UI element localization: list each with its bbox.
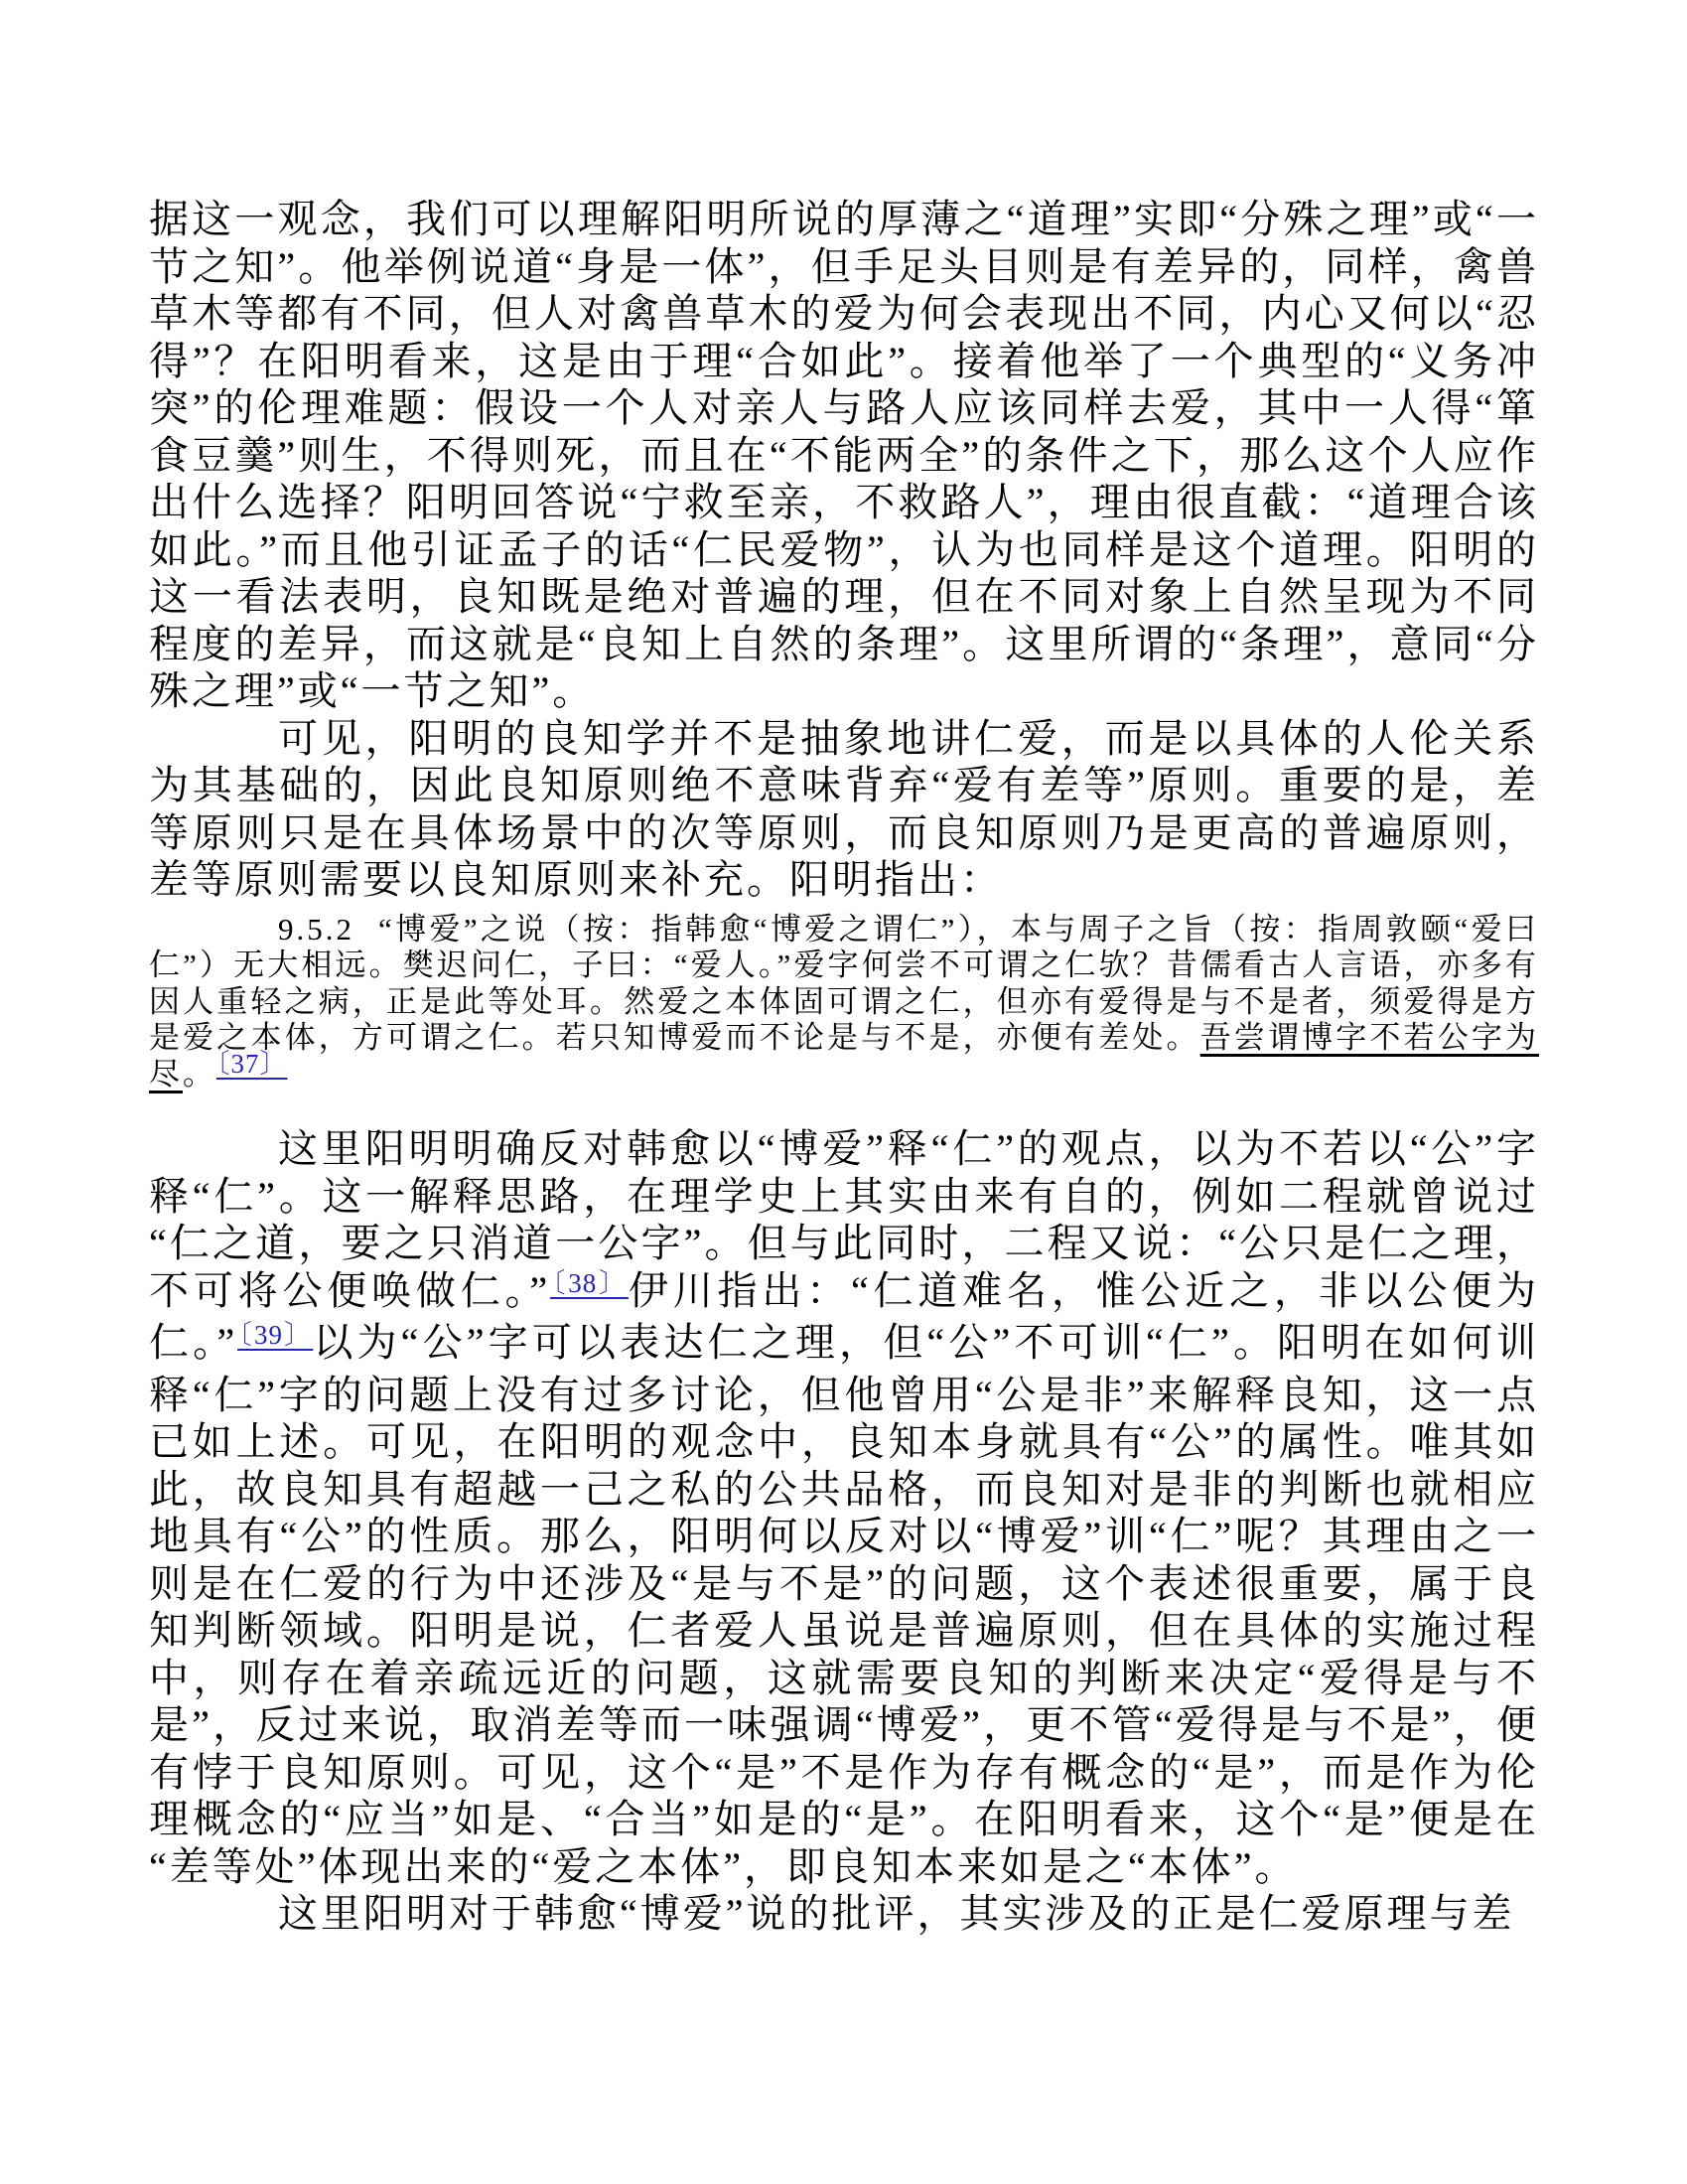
quote-section-number: 9.5.2: [278, 911, 354, 946]
paragraph: 可见，阳明的良知学并不是抽象地讲仁爱，而是以具体的人伦关系为其基础的，因此良知原则绝不意味背弃“爱有差等”原则。重要的是，差等原则只是在具体场景中的次等原则，而良知原则乃是更高的普遍原则，差等原则需要以良知原则来补充。阳明指出：: [149, 715, 1539, 902]
block-quote: [149, 912, 1539, 1094]
quote-text: “博爱”之说（按：指韩愈“博爱之谓仁”），本与周子之旨（按：指周敦颐“爱曰仁”）无大相远。樊迟问仁，子曰：“爱人。”爱字何尝不可谓之仁欤？昔儒看古人言语，亦多有因人重轻之病，正是此等处耳。然爱之本体固可谓之仁，但亦有爱得是与不是者，须爱得是方是爱之本体，方可谓之仁。若只知博爱而不论是与不是，亦便有差处。: [149, 911, 1539, 1055]
paragraph-text: 这里阳明明确反对韩愈以“博爱”释“仁”的观点，以为不若以“公”字释“仁”。这一解释思路，在理学史上其实由来有自的，例如二程就曾说过“仁之道，要之只消道一公字”。但与此同时，二程又说：“公只是仁之理，不可将公便唤做仁。”: [149, 1126, 1539, 1313]
paragraph-last-partial: 这里阳明对于韩愈“博爱”说的批评，其实涉及的正是仁爱原理与差: [278, 1891, 1515, 1936]
quote-text-tail: 。: [183, 1056, 216, 1092]
paragraph-text: 以为“公”字可以表达仁之理，但“公”不可训“仁”。阳明在如何训释“仁”字的问题上没有过多讨论，但他曾用“公是非”来解释良知，这一点已如上述。可见，在阳明的观念中，良知本身就具有“公”的属性。唯其如此，故良知具有超越一己之私的公共品格，而良知对是非的判断也就相应地具有“公”的性质。那么，阳明何以反对以“博爱”训“仁”呢？其理由之一则是在仁爱的行为中还涉及“是与不是”的问题，这个表述很重要，属于良知判断领域。阳明是说，仁者爱人虽说是普遍原则，但在具体的实施过程中，则存在着亲疏远近的问题，这就需要良知的判断来决定“爱得是与不是”，反过来说，取消差等而一味强调“博爱”，更不管“爱得是与不是”，便有悖于良知原则。可见，这个“是”不是作为存有概念的“是”，而是作为伦理概念的“应当”如是、“合当”如是的“是”。在阳明看来，这个“是”便是在“差等处”体现出来的“爱之本体”，即良知本来如是之“本体”。: [149, 1320, 1540, 1889]
footnote-link-37[interactable]: 〔37〕: [216, 1048, 288, 1079]
paragraph-continuation: 据这一观念，我们可以理解阳明所说的厚薄之“道理”实即“分殊之理”或“一节之知”。他举例说道“身是一体”，但手足头目则是有差异的，同样，禽兽草木等都有不同，但人对禽兽草木的爱为何会表现出不同，内心又何以“忍得”？在阳明看来，这是由于理“合如此”。接着他举了一个典型的“义务冲突”的伦理难题：假设一个人对亲人与路人应该同样去爱，其中一人得“箪食豆羹”则生，不得则死，而且在“不能两全”的条件之下，那么这个人应作出什么选择？阳明回答说“宁救至亲，不救路人”，理由很直截：“道理合该如此。”而且他引证孟子的话“仁民爱物”，认为也同样是这个道理。阳明的这一看法表明，良知既是绝对普遍的理，但在不同对象上自然呈现为不同程度的差异，而这就是“良知上自然的条理”。这里所谓的“条理”，意同“分殊之理”或“一节之知”。: [149, 197, 1539, 713]
paragraph-text: 伊川指出：“仁道难名，惟公近之，非以公便为仁。”: [149, 1267, 1539, 1365]
paragraph: [149, 1125, 1539, 1890]
footnote-link-38[interactable]: 〔38〕: [550, 1267, 629, 1298]
footnote-link-39[interactable]: 〔39〕: [237, 1320, 314, 1350]
quote-underlined-text: 吾尝谓博字不若公字为尽: [149, 1020, 1540, 1092]
